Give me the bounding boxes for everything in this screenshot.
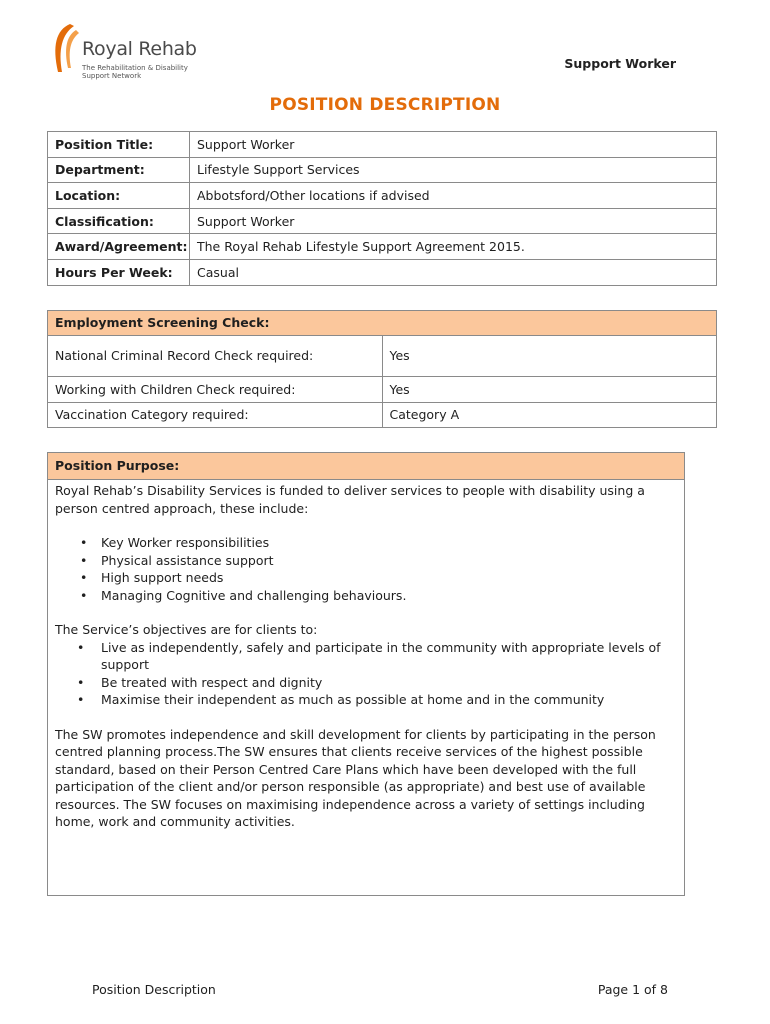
detail-label: Award/Agreement: [48, 234, 190, 260]
purpose-closing: The SW promotes independence and skill development for clients by participating in the person centred planning process.The SW ensures that clients receive services of the highest possible standard, based on their Person Centred Care Plans which have been developed with the full participation of the client and/or person responsible (as appropriate) and best use of available resources. The SW focuses on maximising independence across a variety of settings including home, work and community activities. [55, 726, 656, 829]
screening-value: Category A [382, 403, 717, 428]
table-row [48, 336, 717, 377]
royal-rehab-logo [48, 22, 218, 82]
table-row [48, 208, 717, 234]
page-title: POSITION DESCRIPTION [269, 95, 501, 115]
objectives-list [55, 639, 677, 709]
logo-name: Royal Rehab [82, 38, 197, 60]
footer-document-name: Position Description [92, 982, 216, 997]
list-item: • Managing Cognitive and challenging behaviours. [55, 587, 677, 605]
list-item: • Live as independently, safely and participate in the community with appropriate levels of support [55, 639, 677, 674]
position-purpose-section [47, 452, 685, 896]
screening-value: Yes [382, 377, 717, 403]
list-item: • Physical assistance support [55, 552, 677, 570]
purpose-intro: Royal Rehab’s Disability Services is funded to deliver services to people with disability using a person centred approach, these include: [55, 483, 645, 516]
detail-label: Position Title: [48, 132, 190, 158]
detail-value: The Royal Rehab Lifestyle Support Agreement 2015. [190, 234, 717, 260]
screening-heading: Employment Screening Check: [48, 311, 717, 336]
screening-item: Vaccination Category required: [48, 403, 383, 428]
logo-tagline [82, 64, 212, 80]
table-row [48, 157, 717, 183]
detail-label: Location: [48, 183, 190, 209]
logo-mark-icon [48, 22, 80, 74]
screening-value: Yes [382, 336, 717, 377]
screening-item: Working with Children Check required: [48, 377, 383, 403]
list-item: • High support needs [55, 569, 677, 587]
detail-value: Support Worker [190, 208, 717, 234]
list-item: • Be treated with respect and dignity [55, 674, 677, 692]
table-row [48, 234, 717, 260]
header-role: Support Worker [564, 56, 676, 71]
footer-page-number: Page 1 of 8 [597, 982, 668, 997]
position-details-table [47, 131, 717, 286]
list-item: • Maximise their independent as much as possible at home and in the community [55, 691, 677, 709]
services-list [55, 534, 677, 604]
purpose-body [48, 480, 684, 833]
logo-tagline-line-2: Support Network [82, 72, 142, 80]
detail-value: Support Worker [190, 132, 717, 158]
logo-tagline-line-1: The Rehabilitation & Disability [82, 64, 188, 72]
detail-value: Lifestyle Support Services [190, 157, 717, 183]
detail-label: Classification: [48, 208, 190, 234]
table-row [48, 183, 717, 209]
purpose-heading: Position Purpose: [48, 453, 684, 480]
table-row [48, 377, 717, 403]
screening-table [47, 310, 717, 428]
detail-value: Casual [190, 259, 717, 285]
detail-value: Abbotsford/Other locations if advised [190, 183, 717, 209]
screening-item: National Criminal Record Check required: [48, 336, 383, 377]
table-row [48, 259, 717, 285]
objectives-intro: The Service’s objectives are for clients to: [55, 622, 318, 637]
table-row [48, 132, 717, 158]
table-row [48, 403, 717, 428]
detail-label: Department: [48, 157, 190, 183]
list-item: • Key Worker responsibilities [55, 534, 677, 552]
screening-header-row [48, 311, 717, 336]
detail-label: Hours Per Week: [48, 259, 190, 285]
